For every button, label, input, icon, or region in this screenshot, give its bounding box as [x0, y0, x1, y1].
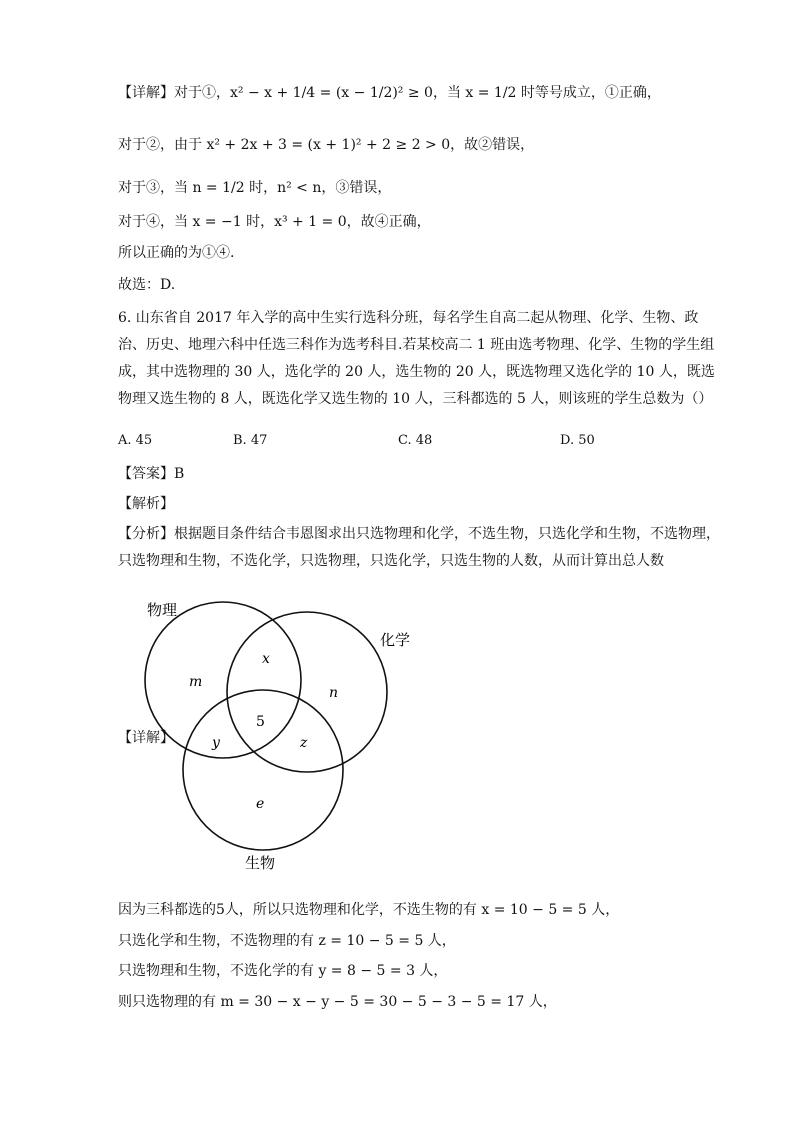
- option-b: B. 47: [233, 433, 268, 448]
- detail-line-6: 故选：D.: [118, 277, 176, 293]
- venn-region-x: x: [262, 651, 270, 667]
- option-a: A. 45: [118, 433, 153, 448]
- detail-line-2: 对于②，由于 x² + 2x + 3 = (x + 1)² + 2 ≥ 2 > 0，故②错误，: [118, 137, 535, 153]
- venn-label-chemistry: 化学: [380, 631, 411, 649]
- answer-line: 【答案】B: [118, 466, 185, 482]
- venn-region-z: z: [300, 735, 308, 751]
- detail-line-1: 【详解】对于①，x² − x + 1/4 = (x − 1/2)² ≥ 0，当 x = 1/2 时等号成立，①正确，: [118, 85, 661, 101]
- question-6-text: 6. 山东省自 2017 年入学的高中生实行选科分班，每名学生自高二起从物理、化学、生物、政治、历史、地理六科中任选三科作为选考科目.若某校高二 1 班由选考物理、化学、生物的学生组成，其中选物理的 30 人，选化学的 20 人，选生物的 20 人，既选物理又选化学的 10 人，既选物理又选生物的 8 人，既选化学又选生物的 10 人，三科都选的 5 人，则该班的学生总数为（）: [118, 310, 715, 407]
- venn-region-y: y: [212, 735, 220, 751]
- detail-line-4: 对于④，当 x = −1 时，x³ + 1 = 0，故④正确，: [118, 214, 431, 230]
- venn-region-n: n: [329, 685, 339, 701]
- solution-line-1: 因为三科都选的5人，所以只选物理和化学，不选生物的有 x = 10 − 5 = 5 人，: [118, 902, 620, 918]
- venn-label-biology: 生物: [245, 854, 276, 872]
- solution-line-2: 只选化学和生物，不选物理的有 z = 10 − 5 = 5 人，: [118, 933, 456, 949]
- venn-region-e: e: [256, 796, 265, 812]
- detail-line-3: 对于③，当 n = 1/2 时，n² < n，③错误，: [118, 180, 392, 196]
- venn-region-m: m: [189, 674, 203, 690]
- analysis-text: 【分析】根据题目条件结合韦恩图求出只选物理和化学，不选生物，只选化学和生物，不选物理，只选物理和生物，不选化学，只选物理，只选化学，只选生物的人数，从而计算出总人数: [118, 526, 720, 569]
- solution-line-4: 则只选物理的有 m = 30 − x − y − 5 = 30 − 5 − 3 − 5 = 17 人，: [118, 994, 557, 1010]
- venn-label-physics: 物理: [147, 601, 178, 619]
- option-c: C. 48: [398, 433, 433, 448]
- option-d: D. 50: [560, 433, 595, 448]
- venn-region-center: 5: [256, 714, 265, 730]
- solution-line-3: 只选物理和生物，不选化学的有 y = 8 − 5 = 3 人，: [118, 963, 448, 979]
- detail-line-5: 所以正确的为①④.: [118, 245, 235, 261]
- venn-circle-physics: [145, 602, 301, 758]
- venn-diagram: [130, 590, 430, 880]
- analysis-heading: 【解析】: [118, 496, 174, 512]
- detail-label: 【详解】: [118, 730, 174, 746]
